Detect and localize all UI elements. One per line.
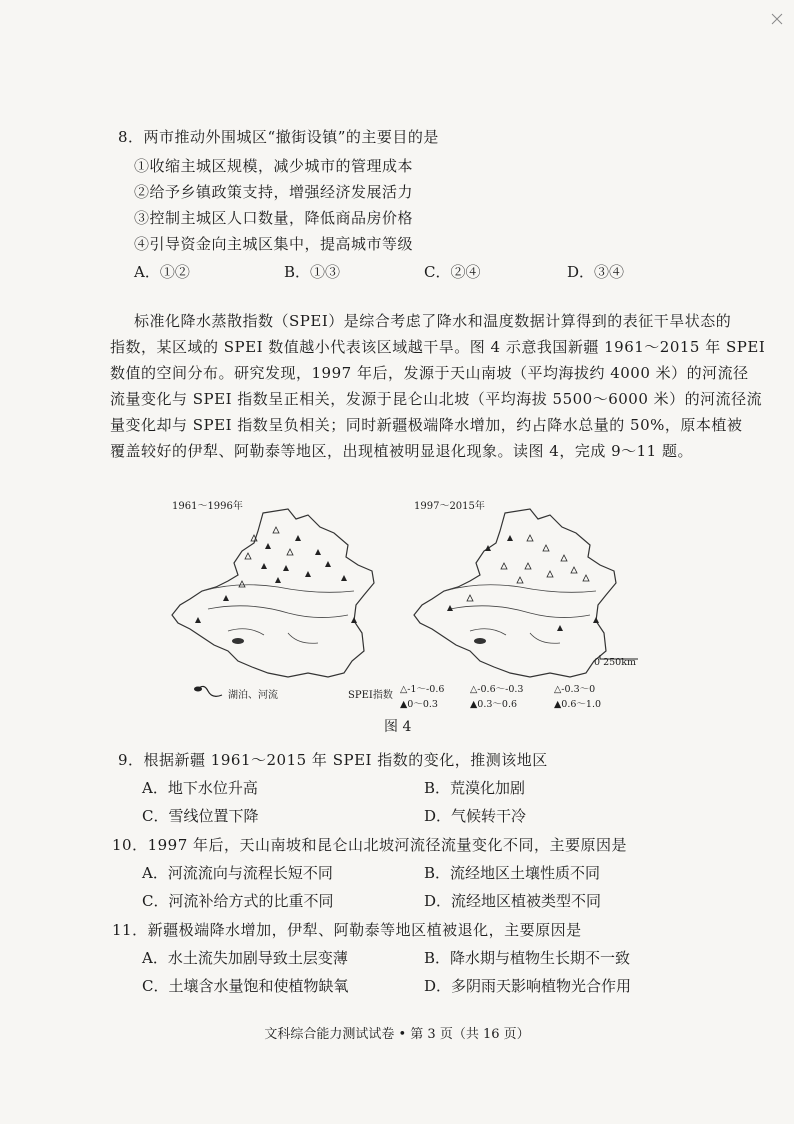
q9-option-c: C．雪线位置下降	[142, 807, 259, 825]
passage-line-6: 覆盖较好的伊犁、阿勒泰等地区，出现植被明显退化现象。读图 4，完成 9～11 题。	[110, 442, 693, 460]
legend-item-1: △-1～-0.6	[400, 684, 445, 695]
legend-item-4: ▲0～0.3	[400, 699, 438, 710]
corner-mark-icon	[770, 12, 784, 26]
legend-item-5: ▲0.3～0.6	[470, 699, 518, 710]
q9-option-d: D．气候转干冷	[424, 807, 527, 825]
legend-item-6: ▲0.6～1.0	[554, 699, 602, 710]
q10-option-c: C．河流补给方式的比重不同	[142, 892, 334, 910]
lake-river-label: 湖泊、河流	[228, 690, 278, 701]
q8-statement-2: ②给予乡镇政策支持，增强经济发展活力	[134, 183, 414, 201]
q11-option-b: B．降水期与植物生长期不一致	[424, 949, 631, 967]
left-map	[172, 509, 374, 677]
passage-line-5: 量变化却与 SPEI 指数呈负相关；同时新疆极端降水增加，约占降水总量的 50%，原本植被	[110, 416, 743, 434]
legend-item-3: △-0.3～0	[554, 684, 596, 695]
passage-line-2: 指数，某区域的 SPEI 数值越小代表该区域越干旱。图 4 示意我国新疆 1961～2015 年 SPEI	[110, 338, 766, 356]
q8-statement-3: ③控制主城区人口数量，降低商品房价格	[134, 209, 414, 227]
passage-line-3: 数值的空间分布。研究发现，1997 年后，发源于天山南坡（平均海拔约 4000 米）的河流径	[110, 364, 749, 382]
left-map-label: 1961～1996年	[172, 501, 243, 512]
legend-item-2: △-0.6～-0.3	[470, 684, 524, 695]
q8-option-a: A．①②	[134, 263, 190, 281]
q9-stem: 9．根据新疆 1961～2015 年 SPEI 指数的变化，推测该地区	[118, 751, 548, 769]
legend-title: SPEI指数	[348, 690, 393, 701]
right-map	[414, 509, 638, 677]
passage-line-4: 流量变化与 SPEI 指数呈正相关，发源于昆仑山北坡（平均海拔 5500～6000 米）的河流径流	[110, 390, 763, 408]
figure-caption: 图 4	[384, 719, 412, 735]
q8-option-d: D．③④	[567, 263, 625, 281]
q11-option-a: A．水土流失加剧导致土层变薄	[142, 949, 348, 967]
scale-label: 0 250km	[594, 657, 636, 668]
q8-stem: 8．两市推动外围城区“撤街设镇”的主要目的是	[118, 128, 439, 146]
q8-option-b: B．①③	[284, 263, 341, 281]
q10-option-d: D．流经地区植被类型不同	[424, 892, 602, 910]
q9-option-a: A．地下水位升高	[142, 779, 258, 797]
q11-option-c: C．土壤含水量饱和使植物缺氧	[142, 977, 349, 995]
q10-option-b: B．流经地区土壤性质不同	[424, 864, 601, 882]
page-footer: 文科综合能力测试试卷 • 第 3 页（共 16 页）	[264, 1027, 530, 1042]
q8-statement-4: ④引导资金向主城区集中，提高城市等级	[134, 235, 414, 253]
q8-option-c: C．②④	[424, 263, 481, 281]
q11-stem: 11．新疆极端降水增加，伊犁、阿勒泰等地区植被退化，主要原因是	[112, 921, 582, 939]
q10-option-a: A．河流流向与流程长短不同	[142, 864, 333, 882]
passage-line-1: 标准化降水蒸散指数（SPEI）是综合考虑了降水和温度数据计算得到的表征干旱状态的	[134, 312, 732, 330]
q11-option-d: D．多阴雨天影响植物光合作用	[424, 977, 632, 995]
right-map-label: 1997～2015年	[414, 501, 485, 512]
q9-option-b: B．荒漠化加剧	[424, 779, 526, 797]
q8-statement-1: ①收缩主城区规模，减少城市的管理成本	[134, 157, 414, 175]
q10-stem: 10．1997 年后，天山南坡和昆仑山北坡河流径流量变化不同，主要原因是	[112, 836, 628, 854]
